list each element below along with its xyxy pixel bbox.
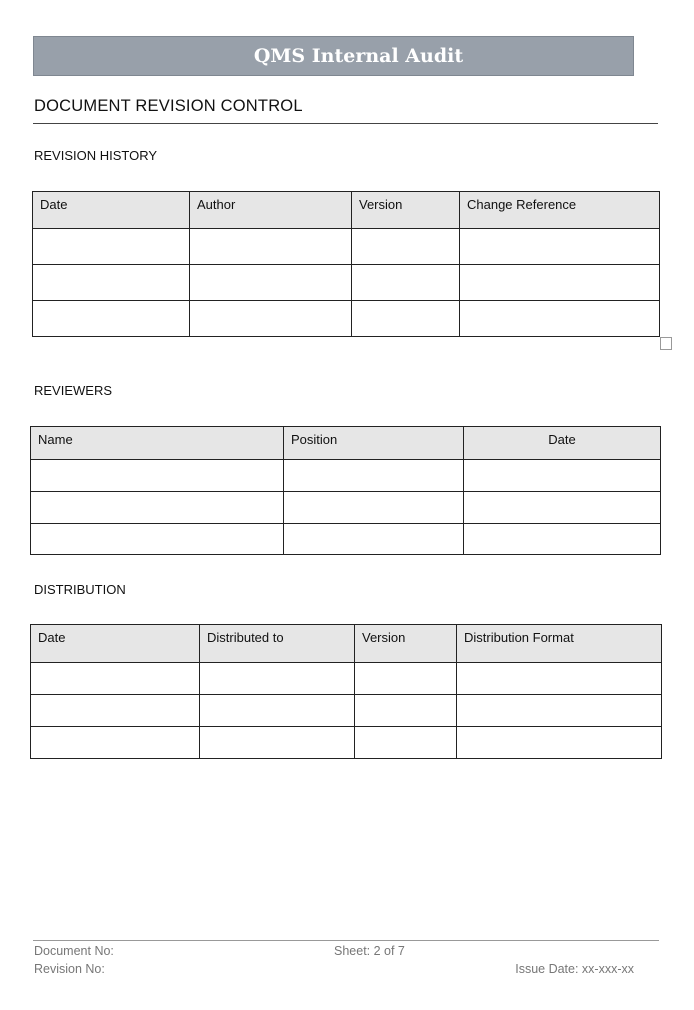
- table-cell[interactable]: [284, 460, 464, 492]
- table-row: [31, 492, 661, 524]
- table-header-row: [33, 192, 660, 229]
- reviewers-table: [30, 426, 661, 555]
- table-row: [31, 663, 662, 695]
- table-row: [33, 265, 660, 301]
- table-cell[interactable]: [457, 695, 662, 727]
- table-cell[interactable]: [352, 265, 460, 301]
- column-header-distribution-format: Distribution Format: [457, 625, 662, 663]
- table-cell[interactable]: [460, 301, 660, 337]
- column-header-date: Date: [31, 625, 200, 663]
- revision-history-label: REVISION HISTORY: [34, 148, 158, 163]
- table-cell[interactable]: [352, 229, 460, 265]
- table-row: [31, 524, 661, 555]
- column-header-name: Name: [31, 427, 284, 460]
- column-header-version: Version: [355, 625, 457, 663]
- table-cell[interactable]: [284, 492, 464, 524]
- table-cell[interactable]: [352, 301, 460, 337]
- document-title: QMS Internal Audit: [253, 45, 464, 67]
- table-cell[interactable]: [355, 727, 457, 759]
- document-title-bar: [33, 36, 634, 76]
- table-cell[interactable]: [31, 460, 284, 492]
- table-cell[interactable]: [31, 663, 200, 695]
- table-cell[interactable]: [31, 727, 200, 759]
- revision-history-table: [32, 191, 660, 337]
- distribution-table: [30, 624, 662, 759]
- table-cell[interactable]: [33, 301, 190, 337]
- column-header-author: Author: [190, 192, 352, 229]
- table-cell[interactable]: [200, 695, 355, 727]
- table-row: [31, 695, 662, 727]
- table-cell[interactable]: [190, 301, 352, 337]
- table-cell[interactable]: [464, 492, 661, 524]
- footer-sheet-number: Sheet: 2 of 7: [334, 944, 405, 958]
- reviewers-label: REVIEWERS: [34, 383, 113, 398]
- distribution-label: DISTRIBUTION: [34, 582, 126, 597]
- table-cell[interactable]: [33, 229, 190, 265]
- column-header-distributed-to: Distributed to: [200, 625, 355, 663]
- table-cell[interactable]: [200, 727, 355, 759]
- table-cell[interactable]: [460, 265, 660, 301]
- table-cell[interactable]: [31, 524, 284, 555]
- table-cell[interactable]: [200, 663, 355, 695]
- column-header-date: Date: [464, 427, 661, 460]
- table-cell[interactable]: [190, 229, 352, 265]
- table-cell[interactable]: [355, 695, 457, 727]
- table-cell[interactable]: [457, 727, 662, 759]
- column-header-date: Date: [33, 192, 190, 229]
- table-row: [33, 229, 660, 265]
- table-cell[interactable]: [31, 492, 284, 524]
- footer-revision-no: Revision No:: [34, 962, 105, 976]
- column-header-position: Position: [284, 427, 464, 460]
- table-cell[interactable]: [33, 265, 190, 301]
- table-cell[interactable]: [190, 265, 352, 301]
- table-cell[interactable]: [31, 695, 200, 727]
- table-header-row: [31, 427, 661, 460]
- page-heading: DOCUMENT REVISION CONTROL: [34, 97, 303, 115]
- table-cell[interactable]: [464, 460, 661, 492]
- column-header-version: Version: [352, 192, 460, 229]
- table-resize-handle[interactable]: [660, 337, 672, 350]
- footer-issue-date: Issue Date: xx-xxx-xx: [515, 962, 634, 976]
- table-row: [31, 460, 661, 492]
- footer-document-no: Document No:: [34, 944, 114, 958]
- heading-divider: [33, 123, 658, 124]
- table-cell[interactable]: [284, 524, 464, 555]
- table-cell[interactable]: [464, 524, 661, 555]
- table-row: [31, 727, 662, 759]
- table-cell[interactable]: [457, 663, 662, 695]
- table-row: [33, 301, 660, 337]
- table-cell[interactable]: [355, 663, 457, 695]
- column-header-change-reference: Change Reference: [460, 192, 660, 229]
- table-header-row: [31, 625, 662, 663]
- footer-divider: [33, 940, 659, 941]
- table-cell[interactable]: [460, 229, 660, 265]
